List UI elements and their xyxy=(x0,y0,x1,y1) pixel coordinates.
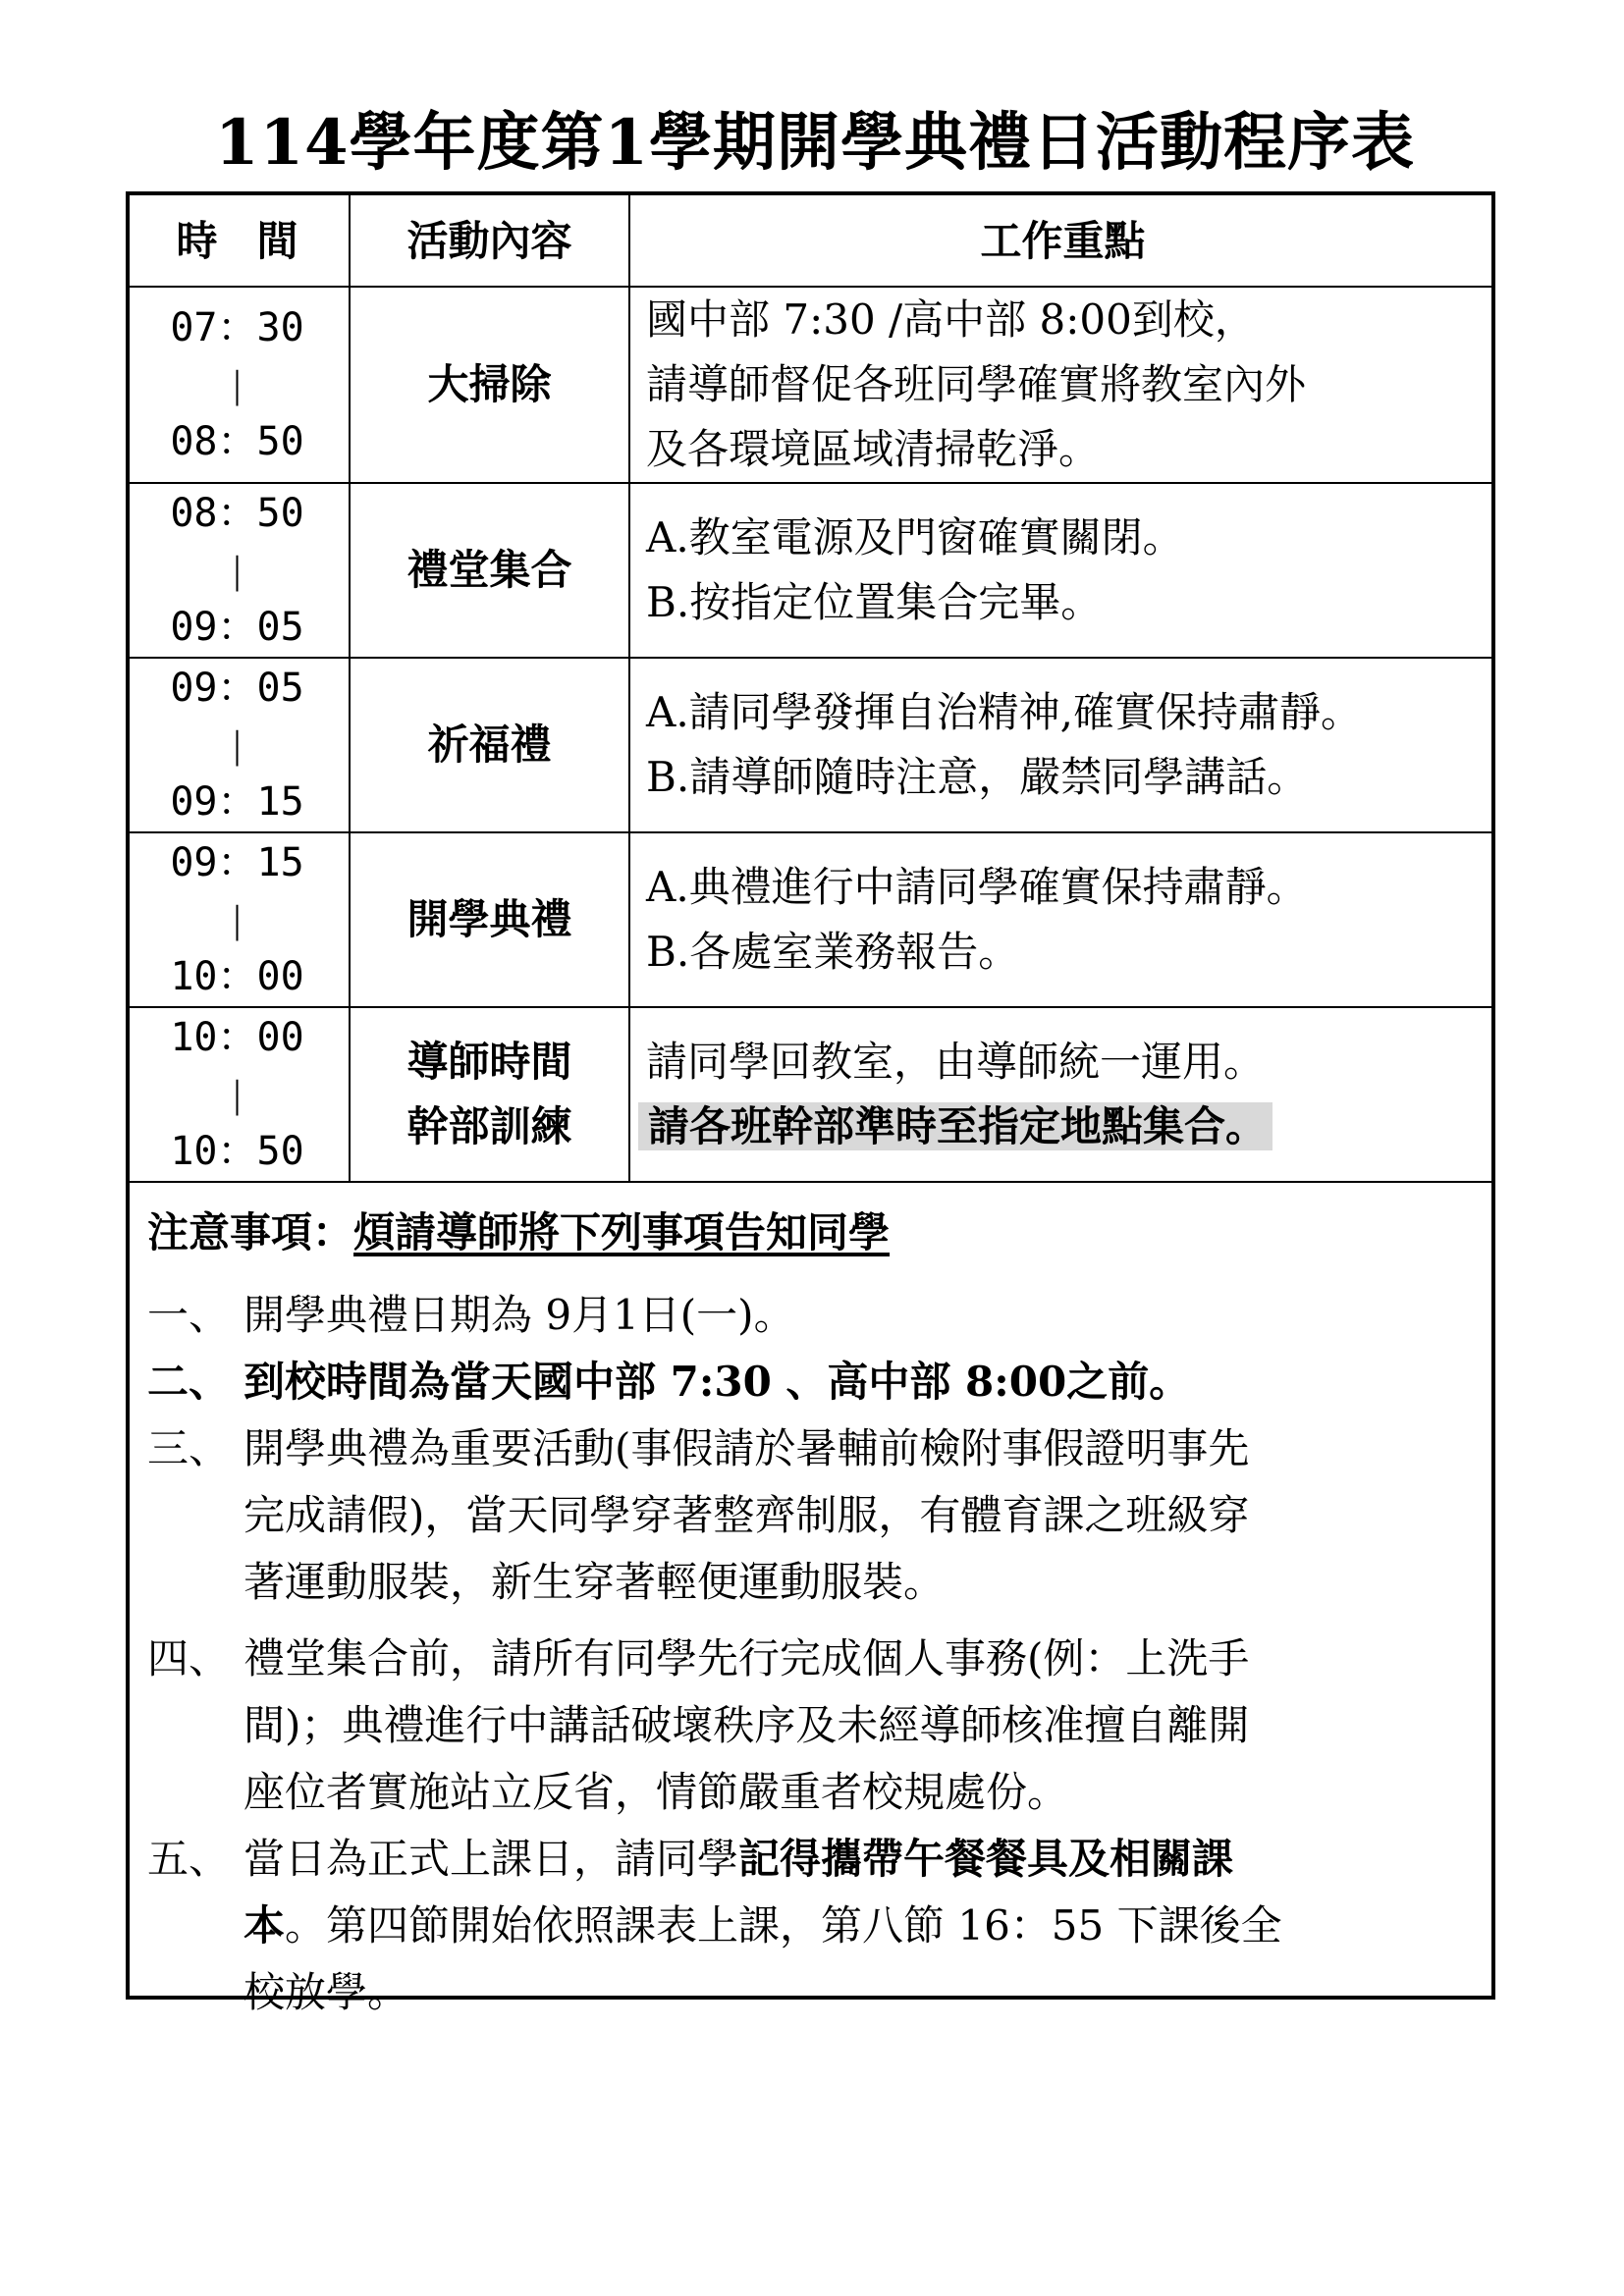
point-line: 國中部 7:30 /高中部 8:00到校， xyxy=(646,295,1256,344)
header-points: 工作重點 xyxy=(629,191,1495,287)
header-activity: 活動內容 xyxy=(350,191,629,287)
activity-name: 開學典禮 xyxy=(406,895,572,943)
item-text: 到校時間為當天國中部 7:30 、高中部 8:00之前。 xyxy=(244,1358,1191,1406)
point-line: 請導師督促各班同學確實將教室內外 xyxy=(646,360,1307,408)
time-separator: | xyxy=(233,722,242,767)
activity-name: 大掃除 xyxy=(427,360,552,408)
item-number: 二、 xyxy=(147,1358,231,1406)
item-text xyxy=(244,1826,1483,2026)
list-item xyxy=(147,1826,1483,2026)
point-line: A.典禮進行中請同學確實保持肅靜。 xyxy=(646,863,1308,911)
point-line: B.各處室業務報告。 xyxy=(646,928,1020,976)
time-end: 09：05 xyxy=(170,605,304,650)
activity-name: 幹部訓練 xyxy=(406,1102,572,1150)
item-line: 開學典禮為重要活動(事假請於暑輔前檢附事假證明事先 xyxy=(244,1424,1250,1472)
point-line: 請同學回教室，由導師統一運用。 xyxy=(646,1038,1266,1086)
time-end: 10：50 xyxy=(170,1129,304,1174)
point-line: A.教室電源及門窗確實關閉。 xyxy=(646,513,1184,561)
time-start: 09：15 xyxy=(170,840,304,885)
header-time: 時間 xyxy=(126,191,350,287)
time-start: 08：50 xyxy=(170,491,304,536)
point-line: B.按指定位置集合完畢。 xyxy=(646,578,1103,626)
notes-section xyxy=(147,1200,1483,2026)
item-text xyxy=(244,1626,1483,1826)
activity-name: 導師時間 xyxy=(406,1038,572,1086)
item-text xyxy=(244,1415,1483,1616)
list-item xyxy=(147,1626,1483,1826)
point-line: 及各環境區域清掃乾淨。 xyxy=(646,425,1101,473)
time-end: 09：15 xyxy=(170,779,304,825)
time-end: 08：50 xyxy=(170,419,304,464)
item-line: 間)；典禮進行中講話破壞秩序及未經導師核准擅自離開 xyxy=(244,1701,1250,1749)
item-emphasis: 本 xyxy=(244,1901,286,1949)
time-start: 09：05 xyxy=(170,666,304,711)
time-separator: | xyxy=(233,548,242,592)
time-separator: | xyxy=(233,1072,242,1116)
list-item xyxy=(147,1349,1483,1415)
list-item xyxy=(147,1415,1483,1616)
point-line: A.請同學發揮自治精神,確實保持肅靜。 xyxy=(646,688,1363,736)
notes-heading xyxy=(147,1200,1483,1266)
item-line xyxy=(244,1826,1483,1893)
item-line: 校放學。 xyxy=(244,1968,409,2016)
point-line: B.請導師隨時注意，嚴禁同學講話。 xyxy=(646,753,1309,801)
notes-subtitle: 煩請導師將下列事項告知同學 xyxy=(353,1208,891,1256)
item-number: 四、 xyxy=(147,1634,231,1682)
item-fragment: 。第四節開始依照課表上課，第八節 16：55 下課後全 xyxy=(285,1901,1282,1949)
item-number: 三、 xyxy=(147,1424,231,1472)
activity-name: 祈福禮 xyxy=(427,721,552,769)
item-text: 開學典禮日期為 9月1日(一)。 xyxy=(244,1291,795,1339)
time-separator: | xyxy=(233,362,242,406)
notes-label: 注意事項： xyxy=(147,1208,354,1256)
item-fragment: 當日為正式上課日，請同學 xyxy=(244,1835,739,1883)
item-line: 座位者實施站立反省，情節嚴重者校規處份。 xyxy=(244,1768,1069,1816)
time-start: 10：00 xyxy=(170,1015,304,1060)
time-start: 07：30 xyxy=(170,305,304,350)
item-line: 禮堂集合前，請所有同學先行完成個人事務(例：上洗手 xyxy=(244,1634,1250,1682)
item-line: 著運動服裝，新生穿著輕便運動服裝。 xyxy=(244,1558,946,1606)
time-end: 10：00 xyxy=(170,954,304,999)
document-title: 114學年度第1學期開學典禮日活動程序表 xyxy=(214,106,1416,180)
time-separator: | xyxy=(233,897,242,941)
item-emphasis: 記得攜帶午餐餐具及相關課 xyxy=(738,1835,1234,1883)
item-line xyxy=(244,1893,1483,1959)
list-item xyxy=(147,1282,1483,1349)
activity-name: 禮堂集合 xyxy=(406,546,572,594)
item-number: 五、 xyxy=(147,1835,231,1883)
highlighted-point: 請各班幹部準時至指定地點集合。 xyxy=(638,1102,1272,1150)
item-number: 一、 xyxy=(147,1291,231,1339)
item-line: 完成請假)，當天同學穿著整齊制服，有體育課之班級穿 xyxy=(244,1491,1250,1539)
